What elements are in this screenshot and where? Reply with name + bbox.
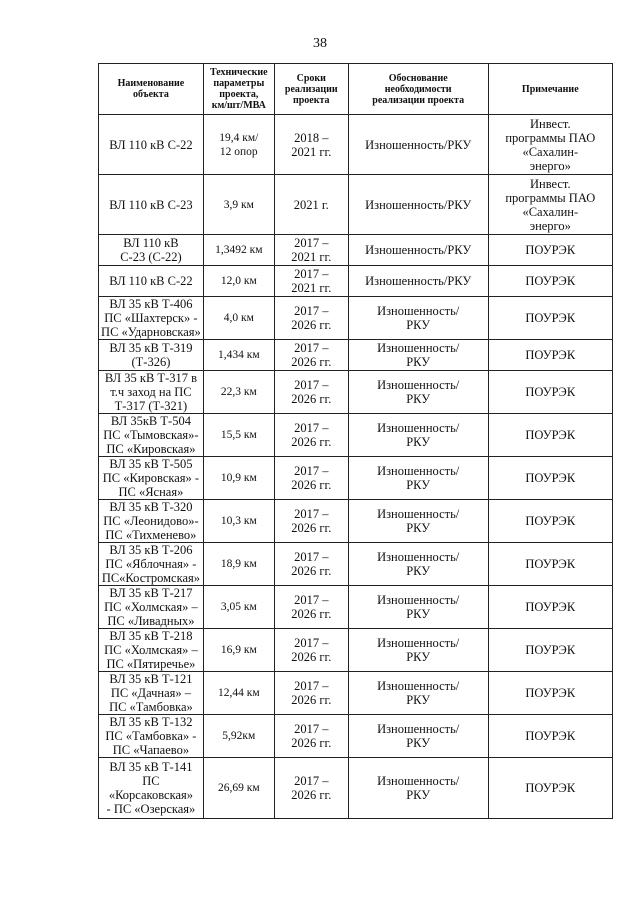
- cell-note: ПОУРЭК: [488, 414, 612, 457]
- cell-period: 2017 – 2021 гг.: [274, 235, 348, 266]
- table-row: [99, 414, 613, 457]
- cell-reason: Изношенность/ РКУ: [348, 371, 488, 414]
- cell-object-name: ВЛ 35 кВ Т-132 ПС «Тамбовка» - ПС «Чапаево»: [99, 715, 204, 758]
- cell-technical-params: 22,3 км: [203, 371, 274, 414]
- cell-technical-params: 5,92км: [203, 715, 274, 758]
- cell-period: 2017 – 2026 гг.: [274, 457, 348, 500]
- cell-object-name: ВЛ 35кВ Т-504 ПС «Тымовская»- ПС «Кировская»: [99, 414, 204, 457]
- cell-reason: Изношенность/ РКУ: [348, 414, 488, 457]
- cell-technical-params: 3,9 км: [203, 175, 274, 235]
- cell-period: 2017 – 2026 гг.: [274, 297, 348, 340]
- cell-object-name: ВЛ 35 кВ Т-218 ПС «Холмская» – ПС «Пятиречье»: [99, 629, 204, 672]
- cell-object-name: ВЛ 35 кВ Т-406 ПС «Шахтерск» - ПС «Ударновская»: [99, 297, 204, 340]
- cell-period: 2017 – 2026 гг.: [274, 715, 348, 758]
- cell-object-name: ВЛ 35 кВ Т-121 ПС «Дачная» – ПС «Тамбовка»: [99, 672, 204, 715]
- table-row: [99, 586, 613, 629]
- cell-reason: Изношенность/ РКУ: [348, 543, 488, 586]
- table-row: [99, 175, 613, 235]
- cell-reason: Изношенность/ РКУ: [348, 500, 488, 543]
- cell-object-name: ВЛ 35 кВ Т-206 ПС «Яблочная» - ПС«Костромская»: [99, 543, 204, 586]
- header-technical-params: Технические параметры проекта, км/шт/МВА: [203, 64, 274, 115]
- cell-technical-params: 18,9 км: [203, 543, 274, 586]
- table-row: [99, 758, 613, 819]
- table-body: [99, 115, 613, 819]
- table-row: [99, 629, 613, 672]
- projects-table: [98, 63, 613, 819]
- cell-technical-params: 16,9 км: [203, 629, 274, 672]
- cell-object-name: ВЛ 35 кВ Т-317 в т.ч заход на ПС Т-317 (Т-321): [99, 371, 204, 414]
- cell-object-name: ВЛ 110 кВ С-22: [99, 266, 204, 297]
- cell-technical-params: 1,434 км: [203, 340, 274, 371]
- cell-technical-params: 19,4 км/ 12 опор: [203, 115, 274, 175]
- cell-technical-params: 26,69 км: [203, 758, 274, 819]
- cell-note: ПОУРЭК: [488, 758, 612, 819]
- cell-note: ПОУРЭК: [488, 371, 612, 414]
- table-row: [99, 457, 613, 500]
- header-reason: Обоснование необходимости реализации проекта: [348, 64, 488, 115]
- cell-reason: Изношенность/РКУ: [348, 266, 488, 297]
- cell-note: ПОУРЭК: [488, 586, 612, 629]
- cell-note: ПОУРЭК: [488, 266, 612, 297]
- cell-note: ПОУРЭК: [488, 629, 612, 672]
- cell-reason: Изношенность/ РКУ: [348, 758, 488, 819]
- cell-reason: Изношенность/ РКУ: [348, 629, 488, 672]
- cell-period: 2017 – 2026 гг.: [274, 371, 348, 414]
- cell-reason: Изношенность/РКУ: [348, 115, 488, 175]
- header-object-name: Наименование объекта: [99, 64, 204, 115]
- cell-note: ПОУРЭК: [488, 715, 612, 758]
- cell-technical-params: 12,44 км: [203, 672, 274, 715]
- cell-object-name: ВЛ 110 кВ С-23: [99, 175, 204, 235]
- table-header-row: [99, 64, 613, 115]
- table-row: [99, 715, 613, 758]
- cell-period: 2017 – 2026 гг.: [274, 629, 348, 672]
- header-note: Примечание: [488, 64, 612, 115]
- table-row: [99, 371, 613, 414]
- cell-period: 2017 – 2026 гг.: [274, 758, 348, 819]
- cell-period: 2018 – 2021 гг.: [274, 115, 348, 175]
- cell-reason: Изношенность/ РКУ: [348, 340, 488, 371]
- cell-note: Инвест. программы ПАО «Сахалин- энерго»: [488, 175, 612, 235]
- cell-period: 2017 – 2021 гг.: [274, 266, 348, 297]
- table-row: [99, 235, 613, 266]
- cell-period: 2017 – 2026 гг.: [274, 672, 348, 715]
- cell-note: ПОУРЭК: [488, 340, 612, 371]
- cell-object-name: ВЛ 35 кВ Т-320 ПС «Леонидово»- ПС «Тихменево»: [99, 500, 204, 543]
- cell-note: ПОУРЭК: [488, 297, 612, 340]
- cell-note: Инвест. программы ПАО «Сахалин- энерго»: [488, 115, 612, 175]
- table-row: [99, 500, 613, 543]
- cell-technical-params: 12,0 км: [203, 266, 274, 297]
- cell-note: ПОУРЭК: [488, 543, 612, 586]
- cell-note: ПОУРЭК: [488, 500, 612, 543]
- cell-reason: Изношенность/ РКУ: [348, 457, 488, 500]
- table-row: [99, 115, 613, 175]
- cell-technical-params: 3,05 км: [203, 586, 274, 629]
- cell-technical-params: 1,3492 км: [203, 235, 274, 266]
- cell-reason: Изношенность/ РКУ: [348, 586, 488, 629]
- cell-period: 2017 – 2026 гг.: [274, 340, 348, 371]
- cell-period: 2021 г.: [274, 175, 348, 235]
- table-row: [99, 266, 613, 297]
- cell-object-name: ВЛ 35 кВ Т-217 ПС «Холмская» – ПС «Ливадных»: [99, 586, 204, 629]
- cell-technical-params: 4,0 км: [203, 297, 274, 340]
- cell-period: 2017 – 2026 гг.: [274, 500, 348, 543]
- header-period: Сроки реализации проекта: [274, 64, 348, 115]
- cell-object-name: ВЛ 110 кВ С-22: [99, 115, 204, 175]
- table-row: [99, 297, 613, 340]
- cell-reason: Изношенность/ РКУ: [348, 672, 488, 715]
- cell-object-name: ВЛ 35 кВ Т-141 ПС «Корсаковская» - ПС «Озерская»: [99, 758, 204, 819]
- cell-period: 2017 – 2026 гг.: [274, 586, 348, 629]
- cell-technical-params: 15,5 км: [203, 414, 274, 457]
- cell-object-name: ВЛ 35 кВ Т-505 ПС «Кировская» - ПС «Ясная»: [99, 457, 204, 500]
- cell-reason: Изношенность/ РКУ: [348, 297, 488, 340]
- page-number: 38: [313, 36, 327, 51]
- table-row: [99, 672, 613, 715]
- cell-note: ПОУРЭК: [488, 672, 612, 715]
- cell-reason: Изношенность/ РКУ: [348, 715, 488, 758]
- cell-period: 2017 – 2026 гг.: [274, 414, 348, 457]
- cell-object-name: ВЛ 110 кВ С-23 (С-22): [99, 235, 204, 266]
- cell-reason: Изношенность/РКУ: [348, 175, 488, 235]
- table-row: [99, 340, 613, 371]
- cell-technical-params: 10,9 км: [203, 457, 274, 500]
- table-row: [99, 543, 613, 586]
- cell-object-name: ВЛ 35 кВ Т-319 (Т-326): [99, 340, 204, 371]
- cell-period: 2017 – 2026 гг.: [274, 543, 348, 586]
- cell-note: ПОУРЭК: [488, 235, 612, 266]
- cell-reason: Изношенность/РКУ: [348, 235, 488, 266]
- cell-note: ПОУРЭК: [488, 457, 612, 500]
- cell-technical-params: 10,3 км: [203, 500, 274, 543]
